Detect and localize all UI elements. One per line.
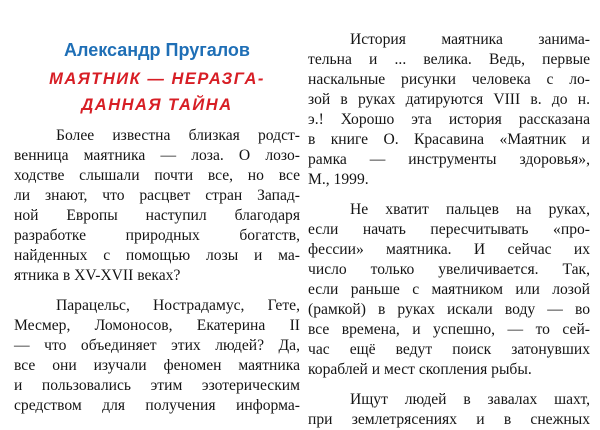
text-line: все они изучали феномен маятника [14,357,300,374]
text-line: ходстве слышали почти все, но все [14,167,300,184]
text-line: наскальные рисунки человека с ло- [308,71,590,88]
text-line: ной Европы наступил благодаря [14,207,300,224]
text-line: венница маятника — лоза. О лозо- [14,147,300,164]
text-line: рамка — инструменты здоровья», [308,151,590,168]
text-line: Парацельс, Нострадамус, Гете, [56,297,300,314]
paragraph [14,126,300,286]
text-line: если раньше с маятником или лозой [308,281,590,298]
text-line: Не хватит пальцев на руках, [350,201,590,218]
text-line: найденных с помощью лозы и ма- [14,247,300,264]
title-line: ДАННАЯ ТАЙНА [81,96,233,114]
text-line: разработке природных богатств, [14,227,300,244]
text-line: Ищут людей в завалах шахт, [350,391,590,408]
text-line: и пользовались этим эзотерическим [14,377,300,394]
text-line: при землетрясениях и в снежных [308,411,590,428]
author-name: Александр Пругалов [64,40,250,60]
text-line: э.! Хорошо эта история рассказана [308,111,590,128]
paragraph [308,30,590,190]
text-line: ли знают, что расцвет стран Запад- [14,187,300,204]
right-column [308,0,590,430]
text-line: фессии» маятника. И сейчас их [308,241,590,258]
left-column [14,0,300,416]
text-line: зой в руках датируются VIII в. до н. [308,91,590,108]
paragraph [14,296,300,416]
text-line: если начать пересчитывать «про- [308,221,590,238]
text-line: М., 1999. [308,171,369,188]
text-line: все времена, и успешно, — то сей- [308,321,590,338]
text-line: Месмер, Ломоносов, Екатерина II [14,317,300,334]
text-line: в книге О. Красавина «Маятник и [308,131,590,148]
text-line: число только увеличивается. Так, [308,261,590,278]
text-line: Более известна близкая родст- [56,127,300,144]
paragraph [308,200,590,380]
text-line: (рамкой) в руках искали воду — во [308,301,590,318]
text-line: час ещё ведут поиск затонувших [308,341,590,358]
paragraph [308,390,590,430]
text-line: — что объединяет этих людей? Да, [14,337,300,354]
text-line: тельна и ... велика. Ведь, первые [308,51,590,68]
article-title [14,66,300,118]
title-line: МАЯТНИК — НЕРАЗГА- [49,70,265,88]
text-line: кораблей и мест скопления рыбы. [308,361,532,378]
text-line: средством для получения информа- [14,397,300,414]
text-line: История маятника занима- [350,31,590,48]
text-line: ятника в XV-XVII веках? [14,267,181,284]
